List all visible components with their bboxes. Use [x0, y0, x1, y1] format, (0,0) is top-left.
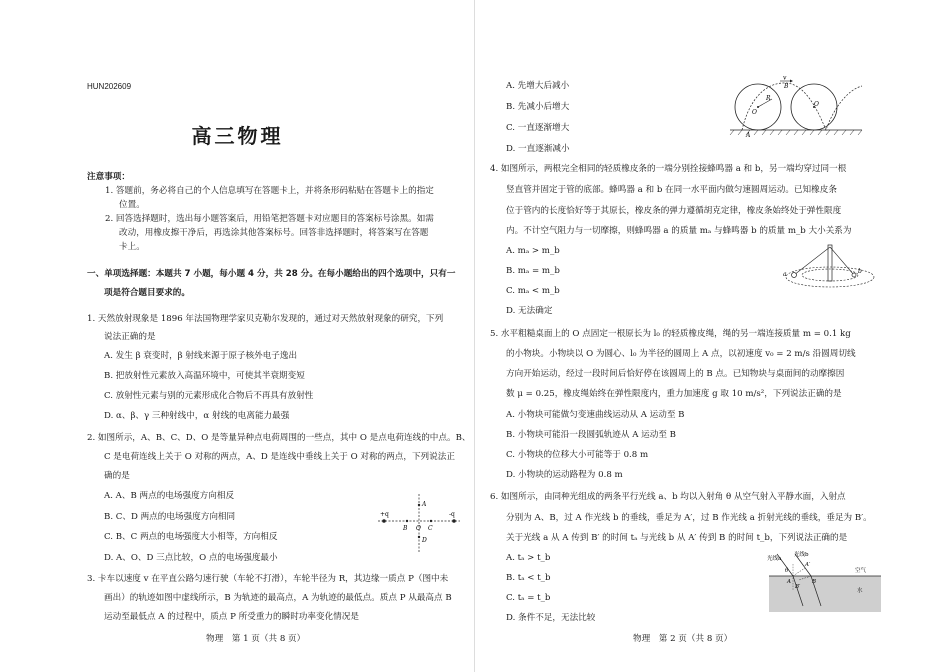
q5-option: D. 小物块的运动路程为 0.8 m: [506, 470, 623, 480]
q2-stem: C 是电荷连线上关于 O 对称的两点，A、D 是连线中垂线上关于 O 对称的两点，下列说法正: [104, 452, 455, 462]
q5-option: B. 小物块可能沿一段圆弧轨迹从 A 运动至 B: [506, 430, 676, 440]
q5-stem: 方向开始运动，经过一段时间后恰好停在该圆周上的 B 点。已知物块与桌面间的动摩擦因: [506, 369, 845, 379]
ray-a-label: 光线a: [767, 556, 782, 562]
point-d-label: D: [422, 537, 427, 544]
q6-option: D. 条件不足，无法比较: [506, 613, 596, 623]
q1-option: C. 放射性元素与别的元素形成化合物后不再具有放射性: [104, 391, 314, 401]
radius-label: R: [766, 95, 771, 102]
q5-stem: 5. 水平粗糙桌面上的 O 点固定一根原长为 l₀ 的轻质橡皮绳，绳的另一端连接质量 m = 0.1 kg: [490, 329, 851, 339]
buzzer-a-label: a: [783, 271, 787, 278]
air-label: 空气: [855, 568, 867, 574]
q4-stem: 位于管内的长度恰好等于其原长，橡皮条的弹力遵循胡克定律，橡皮条始终处于弹性限度: [506, 206, 842, 216]
q2-option: D. A、O、D 三点比较，O 点的电场强度最小: [104, 553, 278, 563]
q1-option: D. α、β、γ 三种射线中，α 射线的电离能力最强: [104, 411, 290, 421]
q5-option: A. 小物块可能做匀变速曲线运动从 A 运动至 B: [506, 410, 685, 420]
page-footer-right: 物理 第 2 页（共 8 页）: [633, 634, 733, 644]
q1-option: B. 把放射性元素放入高温环境中，可使其半衰期变短: [104, 371, 305, 381]
q6-stem: 分别为 A、B，过 A 作光线 b 的垂线，垂足为 A′，过 B 作光线 a 折射光线的垂线，垂足为 B′。: [506, 513, 872, 523]
q2-option: A. A、B 两点的电场强度方向相反: [104, 491, 235, 501]
velocity-label: v: [783, 76, 787, 82]
q3-option: A. 先增大后减小: [506, 81, 570, 91]
point-a-label: A: [746, 132, 751, 138]
point-b-label: B: [784, 83, 789, 90]
q3-stem: 3. 卡车以速度 v 在平直公路匀速行驶（车轮不打滑），车轮半径为 R，其边缘一质点 P（图中未: [87, 574, 449, 584]
section-heading-cont: 项是符合题目要求的。: [104, 288, 190, 298]
point-a-prime-label: A′: [805, 562, 811, 568]
theta-label: θ: [785, 568, 789, 574]
q1-stem: 说法正确的是: [104, 332, 156, 342]
point-c-label: C: [428, 525, 433, 532]
q4-stem: 内。不计空气阻力与一切摩擦，则蜂鸣器 a 的质量 mₐ 与蜂鸣器 b 的质量 m_b 大小关系为: [506, 226, 852, 236]
plus-charge-label: +q: [380, 511, 389, 518]
q2-stem: 确的是: [104, 471, 130, 481]
q4-option: A. mₐ > m_b: [506, 246, 560, 256]
q3-option: D. 一直逐渐减小: [506, 144, 570, 154]
q2-charge-figure: [372, 488, 466, 558]
q5-stem: 的小物块。小物块以 O 为圆心、l₀ 为半径的圆周上 A 点，以初速度 v₀ = 2 m/s 沿圆周切线: [506, 349, 856, 359]
q4-stem: 4. 如图所示，两根完全相同的轻质橡皮条的一端分别拴接蜂鸣器 a 和 b，另一端均穿过同一根: [490, 164, 847, 174]
notice-heading: 注意事项：: [87, 172, 130, 182]
q6-stem: 关于光线 a 从 A 传到 B′ 的时间 tₐ 与光线 b 从 A′ 传到 B 的时间 t_b，下列说法正确的是: [506, 533, 848, 543]
q2-stem: 2. 如图所示，A、B、C、D、O 是等量异种点电荷周围的一些点，其中 O 是点电荷连线的中点。B、: [87, 433, 471, 443]
q1-option: A. 发生 β 衰变时，β 射线来源于原子核外电子逸出: [104, 351, 298, 361]
q5-option: C. 小物块的位移大小可能等于 0.8 m: [506, 450, 649, 460]
point-a-label: A: [422, 501, 427, 508]
page-footer-left: 物理 第 1 页（共 8 页）: [206, 634, 306, 644]
q4-stem: 竖直管并固定于管的底部。蜂鸣器 a 和 b 在同一水平面内做匀速圆周运动。已知橡皮条: [506, 185, 837, 195]
page-2: [475, 0, 950, 672]
notice-line: 1. 答题前，务必将自己的个人信息填写在答题卡上，并将条形码粘贴在答题卡上的指定: [105, 186, 434, 196]
q3-option: B. 先减小后增大: [506, 102, 570, 112]
page-title: 高三物理: [191, 124, 284, 148]
q5-stem: 数 μ = 0.25，橡皮绳始终在弹性限度内，重力加速度 g 取 10 m/s²，下列说法正确的是: [506, 389, 842, 399]
q6-option: B. tₐ < t_b: [506, 573, 551, 583]
q2-option: C. B、C 两点的电场强度大小相等，方向相反: [104, 532, 278, 542]
doc-code: HUN202609: [87, 82, 132, 91]
q3-option: C. 一直逐渐增大: [506, 123, 570, 133]
q1-stem: 1. 天然放射现象是 1896 年法国物理学家贝克勒尔发现的，通过对天然放射现象的研究，下列: [87, 314, 444, 324]
q6-refraction-figure: [765, 550, 885, 614]
q6-option: C. tₐ = t_b: [506, 593, 551, 603]
q2-option: B. C、D 两点的电场强度方向相同: [104, 512, 236, 522]
point-a-label: A: [787, 579, 791, 585]
notice-line: 改动，用橡皮擦干净后，再选涂其他答案标号。回答非选择题时，将答案写在答题: [119, 228, 429, 238]
q3-wheel-figure: [728, 76, 868, 138]
point-b-prime-label: B′: [795, 584, 801, 590]
q3-stem: 运动至最低点 A 的过程中，质点 P 所受重力的瞬时功率变化情况是: [104, 612, 359, 622]
q3-stem: 画出）的轨迹如图中虚线所示，B 为轨迹的最高点，A 为轨迹的最低点。质点 P 从最高点 B: [104, 593, 452, 603]
notice-line: 2. 回答选择题时，选出每小题答案后，用铅笔把答题卡对应题目的答案标号涂黑。如需: [105, 214, 434, 224]
center-o2-label: O: [814, 101, 819, 108]
q4-option: C. mₐ < m_b: [506, 286, 560, 296]
point-o-label: O: [416, 525, 421, 532]
q4-option: D. 无法确定: [506, 306, 553, 316]
ray-b-label: 光线b: [794, 552, 809, 558]
water-label: 水: [857, 588, 863, 594]
center-o1-label: O: [752, 109, 757, 116]
minus-charge-label: -q: [449, 511, 455, 518]
q6-stem: 6. 如图所示，由同种光组成的两条平行光线 a、b 均以入射角 θ 从空气射入平静水面，入射点: [490, 492, 846, 502]
q4-buzzer-figure: [780, 243, 880, 291]
q6-option: A. tₐ > t_b: [506, 553, 551, 563]
point-b-label: B: [403, 525, 408, 532]
buzzer-b-label: b: [858, 268, 862, 275]
notice-line: 卡上。: [119, 242, 145, 252]
point-b-label: B: [812, 579, 817, 585]
q4-option: B. mₐ = m_b: [506, 266, 560, 276]
notice-line: 位置。: [119, 200, 145, 210]
section-heading: 一、单项选择题：本题共 7 小题，每小题 4 分，共 28 分。在每小题给出的四个选项中，只有一: [87, 269, 456, 279]
